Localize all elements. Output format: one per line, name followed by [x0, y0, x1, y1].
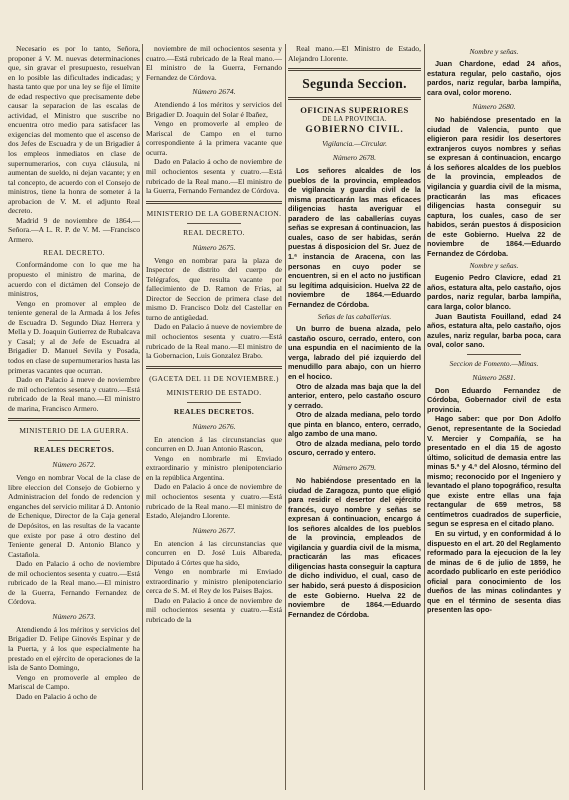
column-4	[427, 44, 561, 792]
item-number: Número 2677.	[192, 525, 236, 535]
paragraph: Vengo en nombrarle mi Enviado extraordinario y ministro plenipotenciario en la república Argentina.	[146, 453, 282, 482]
bold-paragraph: Juan Bautista Fouilland, edad 24 años, estatura alta, pelo castaño, ojos azules, nariz regular, barba poca, cara oval, color sano.	[427, 311, 561, 350]
column-1	[8, 44, 140, 792]
paragraph: Atendiendo á los méritos y servicios del Brigadier D. Joaquin del Solar é Ibañez,	[146, 100, 282, 119]
caption: Nombre y señas.	[469, 47, 519, 56]
bold-paragraph: Otro de alzada mas baja que la del anterior, entero, pelo castaño oscuro y cerrado.	[288, 381, 421, 410]
section-heading: REALES DECRETOS.	[33, 445, 115, 455]
paragraph: En atencion á las circunstancias que concurren en D. José Luis Albareda, Diputado á Córtes que ha sido,	[146, 538, 282, 567]
caption: Nombre y señas.	[469, 261, 519, 271]
item-number: Número 2679.	[332, 462, 377, 472]
column-3	[288, 44, 421, 792]
item-number: Número 2675.	[192, 242, 236, 252]
section-subheading: DE LA PROVINCIA.	[322, 116, 387, 124]
paragraph: Dado en Palacio á nueve de noviembre de mil ochocientos sesenta y cuatro.—Está rubricado de la Real mano.—El ministro de la Gobernacion, Luis Gonzalez Brabo.	[146, 322, 282, 361]
column-divider	[142, 44, 143, 790]
paragraph: Atendiendo á los méritos y servicios del Brigadier D. Felipe Ginovés Espinar y de la Puerta, y á los que especialmente ha prestado en el ejército de operaciones de la isla de Santo Domingo,	[8, 624, 140, 673]
caption: Vigilancia.—Circular.	[322, 139, 387, 149]
bold-paragraph: Los señores alcaldes de los pueblos de la provincia, empleados de vigilancia y guardia civil de la misma practicarán las mas eficaces diligencias hasta averiguar el paradero de las caballerías cuyas señas se expresan á continuacion, las cuales, caso de ser habidas, serán puestas á disposicion del Sr. Juez de 1.ª instancia de Aracena, con las personas en cuyo poder se encuentren, si en el acto no justifican su legítima adquisicion. Huelva 22 de noviembre de 1864.—Eduardo Fernandez de Córdoba.	[288, 166, 421, 309]
column-divider	[285, 44, 286, 790]
double-rule-divider	[8, 418, 140, 421]
paragraph: Vengo en nombrarle mi Enviado extraordinario y ministro plenipotenciario cerca de S. M. el Rey de los Paises Bajos.	[146, 567, 282, 596]
bold-paragraph: Juan Chardone, edad 24 años, estatura regular, pelo castaño, ojos pardos, nariz regular, barba lampiña, cara oval, color moreno.	[427, 59, 561, 97]
item-number: Número 2678.	[332, 153, 377, 163]
rule-divider	[48, 440, 101, 441]
section-heading: MINISTERIO DE LA GOBERNACION.	[146, 208, 282, 218]
bold-paragraph: No habiéndose presentado en la ciudad de Zaragoza, punto que eligió para residir el desertor del ejército francés, cuyo nombre y señas se expresan á continuacion, encargo á los señores alcaldes de los pueblos de la provincia, empleados de vigilancia y guardia civil de la misma, practicarán las mas eficaces diligencias hasta conseguir la captura de dicho individuo, el cual, caso de ser habido, será puesto á disposicion de este Gobierno. Huelva 22 de noviembre de 1864.—Eduardo Fernandez de Córdoba.	[288, 475, 421, 619]
bold-paragraph: Don Eduardo Fernandez de Córdoba, Gobernador civil de esta provincia.	[427, 385, 561, 414]
item-number: Número 2672.	[52, 460, 96, 470]
double-rule-divider	[288, 68, 421, 71]
double-rule-divider	[288, 97, 421, 100]
paragraph: Vengo en promover al empleo de teniente general de la Armada á los Jefes de Escuadra D. Segundo Diaz Herrera y Mella y D. Joaquin Gutierrez de Rubalcava y Casal; y al de Jefe de Escuadra al Brigadier D. Manuel Sevila y Posada, todos en clase de supernumerarios hasta las primeras vacantes que ocurran.	[8, 298, 140, 375]
paragraph: Conformándome con lo que me ha propuesto el ministro de marina, de acuerdo con el dictámen del Consejo de ministros,	[8, 260, 140, 299]
bold-paragraph: Hago saber: que por Don Adolfo Genot, representante de la Sociedad V. Mercier y Compañía, se ha presentado en el dia 15 de agosto último, solicitud de demasia entre las minas 5.ª y 4.ª del Alosno, término del mismo; reconocido por el Ingeniero y levantado el plano topográfico, resulta que existe entre ellas una faja rectangular de 659 metros, 58 centímetros cuadrados de superficie, segun se espresa en el citado plano.	[427, 414, 561, 529]
bold-paragraph: En su virtud, y en conformidad á lo dispuesto en el art. 20 del Reglamento reformado para la ejecucion de la ley de minas de 6 de julio de 1859, he acordado publicarlo en este periódico oficial para conocimiento de los dueños de las minas colindantes y que en el término de sesenta dias presenten las opo-	[427, 528, 561, 615]
paragraph: Vengo en promoverle al empleo de Mariscal de Campo.	[8, 672, 140, 692]
rule-divider	[187, 223, 241, 224]
section-heading: MINISTERIO DE ESTADO.	[166, 387, 262, 397]
item-number: Número 2681.	[472, 372, 516, 382]
bold-paragraph: Un burro de buena alzada, pelo castaño oscuro, cerrado, entero, con una espundia en el nacimiento de la verga, labrado del pié izquierdo del menudillo para abajo, con un hierro en el hocico.	[288, 324, 421, 382]
paragraph: noviembre de mil ochocientos sesenta y cuatro.—Está rubricado de la Real mano.—El ministro de la Guerra, Fernando Fernandez de Córdova.	[146, 44, 282, 82]
rule-divider	[187, 402, 241, 403]
paragraph: Necesario es por lo tanto, Señora, proponer á V. M. nuevas determinaciones que, sin gravar el presupuesto, resuelvan en lo posible las dificultades indicadas; y hasta tanto que por una ley se fije el límite de edad respectivo que precisamente debe causar la separacion de las escalas de actividad, el Ministro que suscribe no encuentra otro medio para satisfacer las exigencias del momento que el ascenso de dos Jefes de Escuadra y de un Brigadier á los empleos inmediatos en clase de supernumerarios, con cuya cláusula, ni aumentan de sueldo, ni dejan vacante; y en tal concepto, de acuerdo con el Consejo de ministros, tiene la honra de someter á la aprobacion de V. M. el adjunto Real decreto.	[8, 44, 140, 216]
item-number: Número 2676.	[192, 421, 236, 431]
bold-paragraph: Eugenio Pedro Clavicre, edad 21 años, estatura alta, pelo castaño, ojos pardos, nariz regular, barba lampiña, cara larga, color blanco.	[427, 273, 561, 312]
section-heading: REALES DECRETOS.	[173, 406, 255, 416]
paragraph: Dado en Palacio á ocho de noviembre de mil ochocientos sesenta y cuatro.—Está rubricado de la Real mano.—El ministro de la Guerra, Fernando Fernandez de Córdova.	[146, 157, 282, 196]
item-number: Número 2680.	[472, 102, 516, 112]
section-heading: (GACETA DEL 11 DE NOVIEMBRE.)	[149, 373, 279, 383]
paragraph: Vengo en nombrar para la plaza de Inspector de distrito del cuerpo de Telégrafos, que resulta vacante por fallecimiento de D. Ramon de Frías, al Director de Seccion de primera clase del mismo D. Francisco Dolz del Castellar en turno de antigüedad.	[146, 255, 282, 322]
bold-paragraph: Otro de alzada mediana, pelo tordo oscuro, cerrado y entero.	[288, 438, 421, 458]
office-heading: GOBIERNO CIVIL.	[305, 125, 404, 136]
paragraph: Dado en Palacio á ocho de noviembre de mil ochocientos sesenta y cuatro.—Está rubricado de la Real mano.—El ministro de la Guerra, Fernando Fernandez de Córdova.	[8, 559, 140, 607]
double-rule-divider	[146, 366, 282, 369]
rule-divider	[467, 354, 521, 355]
column-divider	[424, 44, 425, 790]
section-heading: REAL DECRETO.	[183, 227, 245, 237]
paragraph: Dado en Palacio á nueve de noviembre de mil ochocientos sesenta y cuatro.—Está rubricado de la Real mano.—El ministro de marina, Francisco Armero.	[8, 375, 140, 413]
caption: Seccion de Fomento.—Minas.	[449, 358, 539, 368]
paragraph: Vengo en nombrar Vocal de la clase de libre eleccion del Consejo de Gobierno y Administracion del fondo de redencion y enganches del servicio militar á D. Antonio de Echenique, Director de la Caja general de Depósitos, en las resultas de la vacante que existe por pase á otro destino del Teniente general D. Antonio Blanco y Castañola.	[8, 473, 140, 559]
double-rule-divider	[146, 201, 282, 204]
paragraph: Dado en Palacio á once de noviembre de mil ochocientos sesenta y cuatro.—Está rubricado de la Real mano.—El ministro de Estado, Alejandro Llorente.	[146, 482, 282, 521]
paragraph: Real mano.—El Ministro de Estado, Alejandro Llorente.	[288, 44, 421, 63]
item-number: Número 2674.	[192, 87, 236, 97]
section-subheading: OFICINAS SUPERIORES	[300, 105, 409, 116]
paragraph: Vengo en promoverle al empleo de Mariscal de Campo en el turno correspondiente á la primera vacante que ocurra.	[146, 119, 282, 157]
paragraph: Dado en Palacio á ocho de	[16, 691, 97, 701]
section-heading: REAL DECRETO.	[43, 248, 105, 258]
column-2	[146, 44, 282, 792]
paragraph: Dado en Palacio á once de noviembre de mil ochocientos sesenta y cuatro.—Está rubricado de la	[146, 595, 282, 624]
bold-paragraph: No habiéndose presentado en la ciudad de Valencia, punto que eligieron para residir los desertores extranjeros cuyos nombres y señas se expresan á continuacion, encargo á los señores alcaldes de los pueblos de la provincia, empleados de vigilancia y guardia civil de la misma, practicarán las mas eficaces diligencias hasta conseguir su captura, los cuales, caso de ser habidos, serán puestos á disposicion de este Gobierno. Huelva 22 de noviembre de 1864.—Eduardo Fernandez de Córdoba.	[427, 115, 561, 258]
paragraph: En atencion á las circunstancias que concurren en D. Juan Antonio Rascon,	[146, 434, 282, 454]
item-number: Número 2673.	[52, 611, 96, 621]
section-heading: MINISTERIO DE LA GUERRA.	[19, 426, 129, 436]
paragraph: Madrid 9 de noviembre de 1864.—Señora.—A L. R. P. de V. M. —Francisco Armero.	[8, 215, 140, 244]
bold-paragraph: Otro de alzada mediana, pelo tordo que pinta en blanco, entero, cerrado, algo zambo de una mano.	[288, 410, 421, 439]
section-title: Segunda Seccion.	[302, 76, 407, 92]
caption: Señas de las caballerias.	[317, 312, 392, 322]
